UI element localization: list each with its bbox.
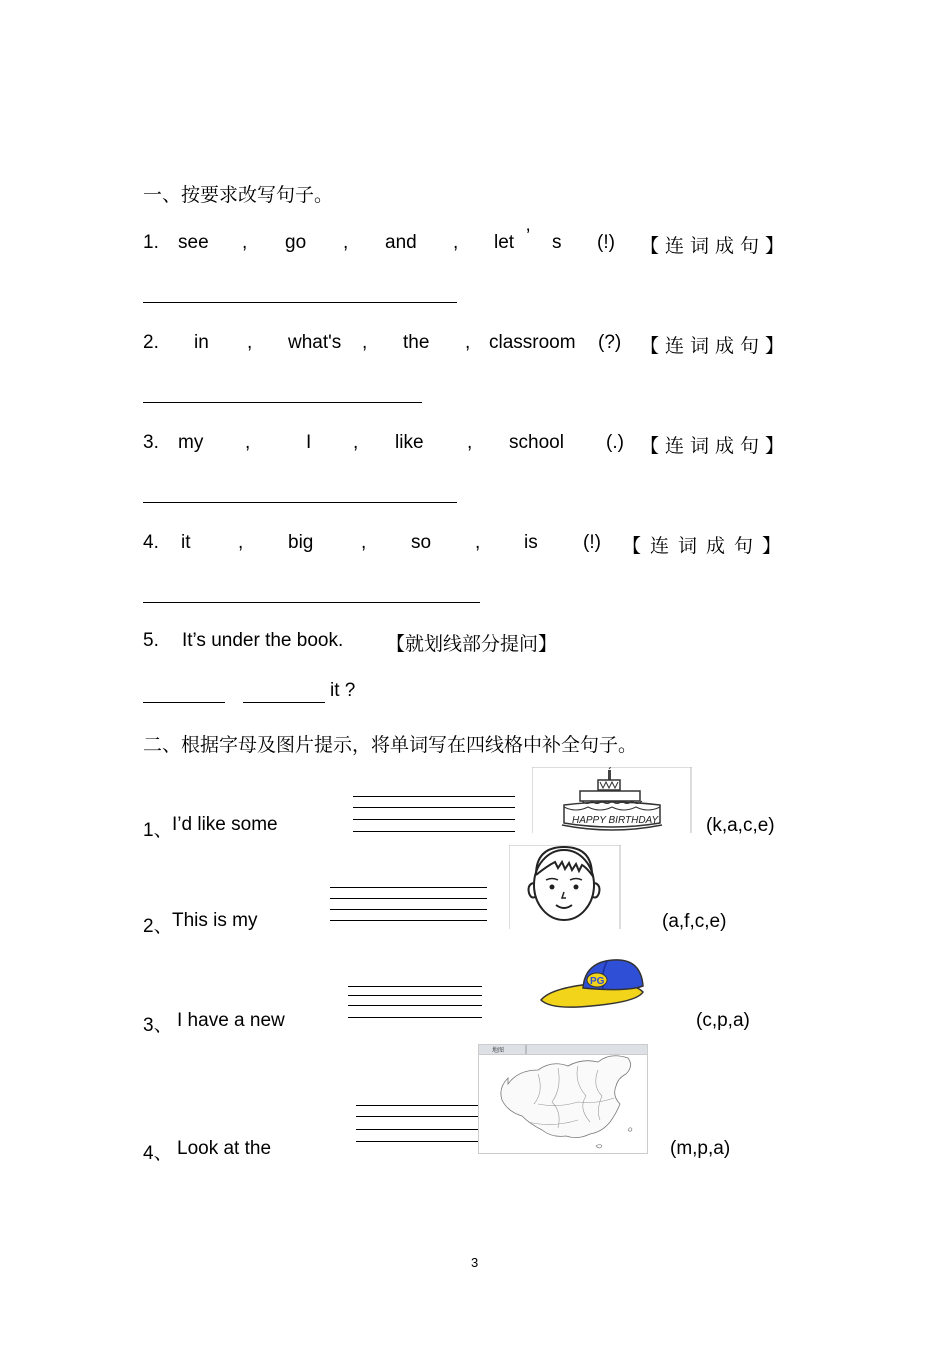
word: , [245, 432, 251, 453]
word: it [181, 532, 191, 553]
word: , [353, 432, 359, 453]
word: my [178, 432, 204, 453]
sentence: I have a new [177, 1010, 285, 1031]
word: , [453, 232, 459, 253]
letter-hint: (k,a,c,e) [706, 815, 775, 836]
map-title: 地图 [492, 1047, 505, 1054]
word: I [306, 432, 312, 453]
instruction-tag: 【连词成句】 [640, 235, 791, 257]
four-line-grid[interactable] [353, 796, 515, 834]
china-map-icon [478, 1044, 648, 1154]
boy-face-icon [509, 845, 621, 929]
word: , [362, 332, 368, 353]
word: the [403, 332, 430, 353]
item-number: 2、 [143, 916, 173, 937]
word: and [385, 232, 417, 253]
word: , [475, 532, 481, 553]
letter-hint: (a,f,c,e) [662, 911, 727, 932]
word: , [465, 332, 471, 353]
word: in [194, 332, 209, 353]
word: like [395, 432, 424, 453]
answer-line[interactable] [143, 402, 422, 403]
birthday-cake-icon [532, 767, 692, 833]
four-line-grid[interactable] [348, 986, 482, 1020]
cake-text: HAPPY BIRTHDAY [572, 815, 659, 826]
word: , [361, 532, 367, 553]
word: , [467, 432, 473, 453]
word: is [524, 532, 538, 553]
word: so [411, 532, 432, 553]
instruction-tag: 【就划线部分提问】 [386, 633, 558, 655]
question-number: 1. [143, 232, 159, 253]
answer-tail: it ? [330, 680, 356, 701]
answer-line[interactable] [143, 502, 457, 503]
item-number: 1、 [143, 820, 173, 841]
word: go [285, 232, 307, 253]
word: , [247, 332, 253, 353]
letter-hint: (m,p,a) [670, 1138, 731, 1159]
question-number: 5. [143, 630, 159, 651]
word: let [494, 232, 515, 253]
word: big [288, 532, 314, 553]
sentence: It’s under the book. [182, 630, 344, 651]
word: classroom [489, 332, 576, 353]
sentence: Look at the [177, 1138, 272, 1159]
word: school [509, 432, 564, 453]
word: see [178, 232, 209, 253]
word: ’ [526, 226, 531, 247]
instruction-tag: 【连词成句】 [640, 435, 791, 457]
four-line-grid[interactable] [330, 887, 487, 923]
question-number: 3. [143, 432, 159, 453]
cap-icon [537, 958, 647, 1014]
punctuation-hint: (?) [598, 332, 622, 353]
question-number: 4. [143, 532, 159, 553]
word: , [238, 532, 244, 553]
item-number: 3、 [143, 1015, 173, 1036]
word: what's [288, 332, 342, 353]
punctuation-hint: (.) [606, 432, 624, 453]
section2-heading: 二、根据字母及图片提示，将单词写在四线格中补全句子。 [143, 734, 638, 756]
section1-heading: 一、按要求改写句子。 [143, 184, 334, 206]
item-number: 4、 [143, 1143, 173, 1164]
word: , [343, 232, 349, 253]
question-number: 2. [143, 332, 159, 353]
answer-line[interactable] [143, 302, 457, 303]
page-number: 3 [471, 1255, 479, 1270]
answer-blank-1[interactable] [143, 702, 225, 703]
punctuation-hint: (!) [583, 532, 601, 553]
cap-text: PG [590, 976, 605, 987]
word: , [242, 232, 248, 253]
sentence: I’d like some [172, 814, 278, 835]
word: s [552, 232, 562, 253]
answer-line[interactable] [143, 602, 480, 603]
answer-blank-2[interactable] [243, 702, 325, 703]
punctuation-hint: (!) [597, 232, 615, 253]
instruction-tag: 【连词成句】 [640, 335, 791, 357]
instruction-tag: 【连词成句】 [622, 535, 791, 557]
letter-hint: (c,p,a) [696, 1010, 750, 1031]
sentence: This is my [172, 910, 258, 931]
